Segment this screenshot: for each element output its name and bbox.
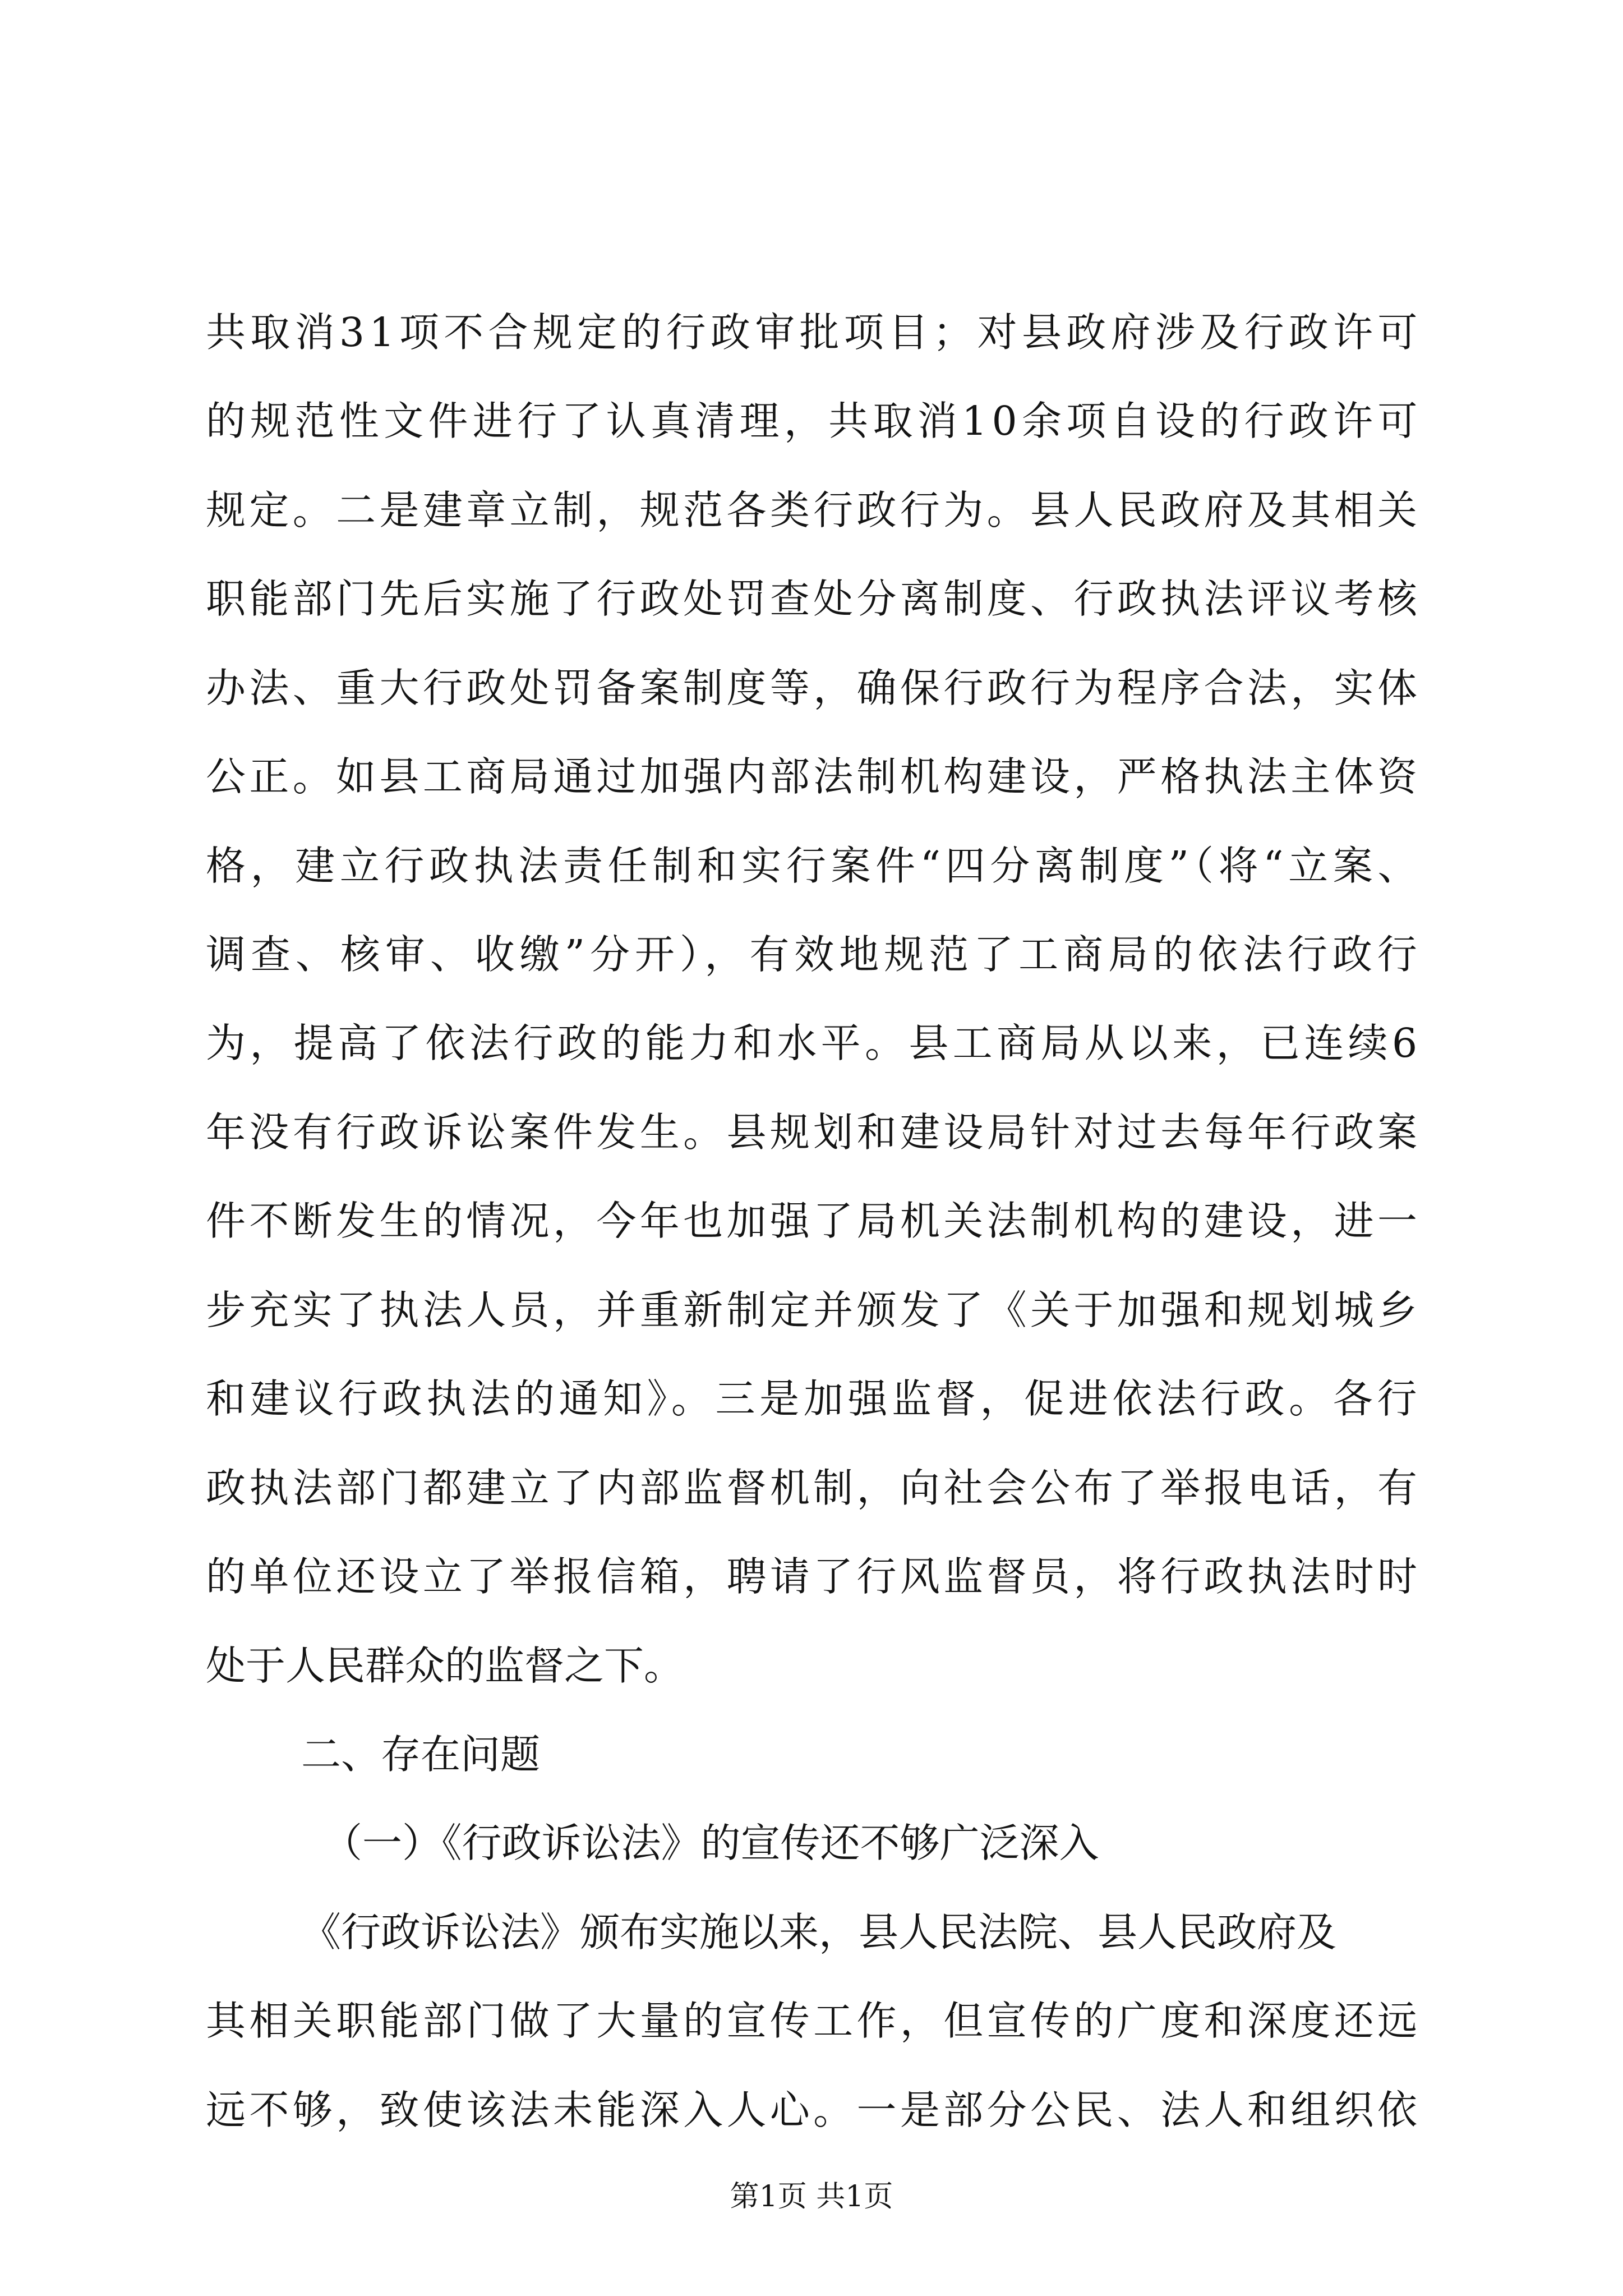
- subsection-heading: （一）《行政诉讼法》的宣传还不够广泛深入: [322, 1820, 1099, 1866]
- section-heading: 二、存在问题: [301, 1731, 541, 1778]
- text-line: 远不够，致使该法未能深入人心。一是部分公民、法人和组织依: [206, 2087, 1421, 2133]
- text-line: 和建议行政执法的通知》。三是加强监督，促进依法行政。各行: [206, 1375, 1422, 1422]
- paragraph-first-line: 《行政诉讼法》颁布实施以来，县人民法院、县人民政府及: [301, 1909, 1337, 1955]
- text-line: 其相关职能部门做了大量的宣传工作，但宣传的广度和深度还远: [206, 1998, 1421, 2044]
- text-line: 调查、核审、收缴”分开），有效地规范了工商局的依法行政行: [206, 931, 1422, 978]
- text-line: 年没有行政诉讼案件发生。县规划和建设局针对过去每年行政案: [206, 1109, 1421, 1156]
- text-line: 公正。如县工商局通过加强内部法制机构建设，严格执法主体资: [206, 753, 1421, 800]
- text-line: 步充实了执法人员，并重新制定并颁发了《关于加强和规划城乡: [206, 1287, 1421, 1333]
- text-line: 职能部门先后实施了行政处罚查处分离制度、行政执法评议考核: [206, 576, 1421, 622]
- page-number-footer: 第1页 共1页: [730, 2180, 893, 2214]
- text-line: 规定。二是建章立制，规范各类行政行为。县人民政府及其相关: [206, 487, 1421, 533]
- text-line: 为，提高了依法行政的能力和水平。县工商局从以来，已连续6: [206, 1020, 1422, 1066]
- text-line: 的单位还设立了举报信箱，聘请了行风监督员，将行政执法时时: [206, 1553, 1421, 1600]
- text-line: 办法、重大行政处罚备案制度等，确保行政行为程序合法，实体: [206, 665, 1421, 711]
- text-line: 格，建立行政执法责任制和实行案件“四分离制度”（将“立案、: [206, 843, 1423, 889]
- text-line: 共取消31项不合规定的行政审批项目；对县政府涉及行政许可: [206, 309, 1422, 356]
- text-line: 处于人民群众的监督之下。: [206, 1642, 684, 1689]
- text-line: 政执法部门都建立了内部监督机制，向社会公布了举报电话，有: [206, 1465, 1421, 1511]
- text-line: 件不断发生的情况，今年也加强了局机关法制机构的建设，进一: [206, 1198, 1421, 1244]
- text-line: 的规范性文件进行了认真清理，共取消10余项自设的行政许可: [206, 398, 1422, 444]
